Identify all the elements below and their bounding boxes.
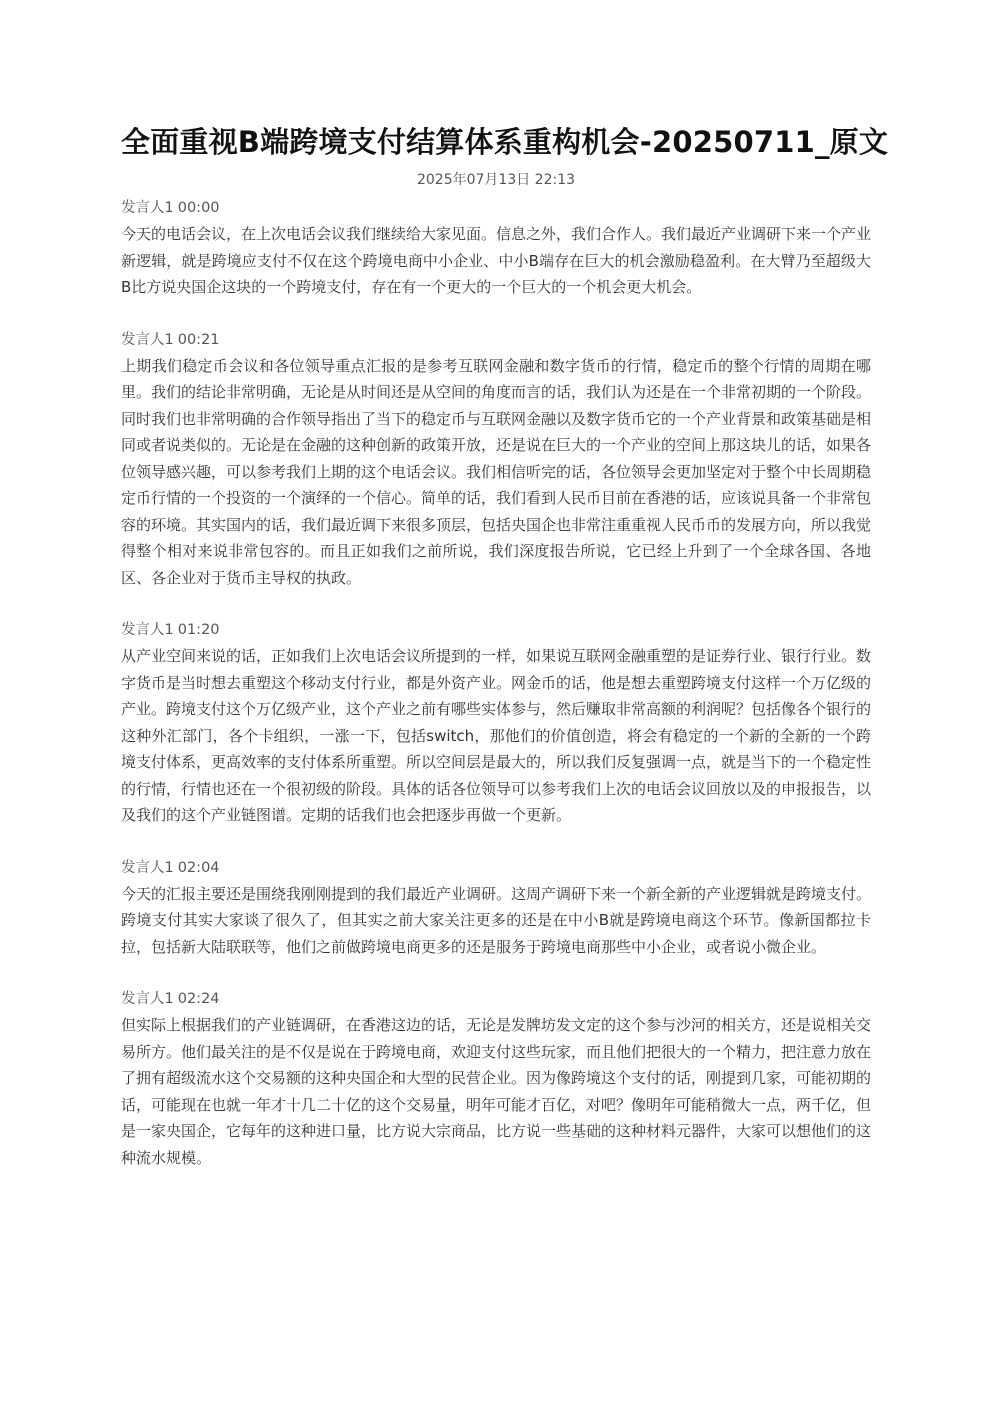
timestamp: 02:04 bbox=[177, 859, 220, 876]
speaker-line bbox=[121, 856, 871, 880]
speaker-name: 发言人1 bbox=[121, 991, 174, 1007]
speaker-line bbox=[121, 987, 871, 1011]
speaker-name: 发言人1 bbox=[121, 200, 174, 216]
segment-text: 但实际上根据我们的产业链调研，在香港这边的话，无论是发牌坊发文定的这个参与沙河的相关方，还是说相关交易所方。他们最关注的是不仅是说在于跨境电商，欢迎支付这些玩家，而且他们把很大的一个精力，把注意力放在了拥有超级流水这个交易额的这种央国企和大型的民营企业。因为像跨境这个支付的话，刚提到几家，可能初期的话，可能现在也就一年才十几二十亿的这个交易量，明年可能才百亿，对吧？像明年可能稍微大一点，两千亿，但是一家央国企，它每年的这种进口量，比方说大宗商品，比方说一些基础的这种材料元器件，大家可以想他们的这种流水规模。 bbox=[121, 1016, 872, 1167]
transcript-segment bbox=[121, 196, 871, 301]
speaker-name: 发言人1 bbox=[121, 331, 174, 348]
timestamp: 02:24 bbox=[177, 991, 220, 1007]
timestamp: 00:00 bbox=[177, 200, 220, 216]
document-title: 全面重视B端跨境支付结算体系重构机会-20250711_原文 bbox=[121, 125, 889, 159]
segment-text: 今天的汇报主要还是围绕我刚刚提到的我们最近产业调研。这周产调研下来一个新全新的产业逻辑就是跨境支付。跨境支付其实大家谈了很久了，但其实之前大家关注更多的还是在中小B就是跨境电商这个环节。像新国都拉卡拉，包括新大陆联联等，他们之前做跨境电商更多的还是服务于跨境电商那些中小企业，或者说小微企业。 bbox=[121, 884, 872, 956]
speaker-line bbox=[121, 196, 871, 220]
transcript-segment bbox=[121, 987, 871, 1171]
speaker-line bbox=[121, 328, 871, 352]
speaker-name: 发言人1 bbox=[121, 622, 174, 638]
segment-text: 今天的电话会议，在上次电话会议我们继续给大家见面。信息之外，我们合作人。我们最近产业调研下来一个产业新逻辑，就是跨境应支付不仅在这个跨境电商中小企业、中小B端存在巨大的机会激励稳盈利。在大臂乃至超级大B比方说央国企这块的一个跨境支付，存在有一个更大的一个巨大的一个机会更大机会。 bbox=[121, 225, 872, 296]
segment-text: 从产业空间来说的话，正如我们上次电话会议所提到的一样，如果说互联网金融重塑的是证券行业、银行行业。数字货币是当时想去重塑这个移动支付行业，都是外资产业。网金币的话，他是想去重塑跨境支付这样一个万亿级的产业。跨境支付这个万亿级产业，这个产业之前有哪些实体参与，然后赚取非常高额的利润呢？包括像各个银行的这种外汇部门，各个卡组织，一涨一下，包括switch，那他们的价值创造，将会有稳定的一个新的全新的一个跨境支付体系，更高效率的支付体系所重塑。所以空间层是最大的，所以我们反复强调一点，就是当下的一个稳定性的行情，行情也还在一个很初级的阶段。具体的话各位领导可以参考我们上次的电话会议回放以及的申报报告，以及我们的这个产业链图谱。定期的话我们也会把逐步再做一个更新。 bbox=[121, 647, 872, 824]
timestamp: 00:21 bbox=[177, 331, 220, 348]
document-date: 2025年07月13日 22:13 bbox=[416, 172, 576, 188]
transcript bbox=[121, 196, 871, 1171]
segment-text: 上期我们稳定币会议和各位领导重点汇报的是参考互联网金融和数字货币的行情，稳定币的整个行情的周期在哪里。我们的结论非常明确，无论是从时间还是从空间的角度而言的话，我们认为还是在一个非常初期的一个阶段。同时我们也非常明确的合作领导指出了当下的稳定币与互联网金融以及数字货币它的一个产业背景和政策基础是相同或者说类似的。无论是在金融的这种创新的政策开放，还是说在巨大的一个产业的空间上那这块儿的话，如果各位领导感兴趣，可以参考我们上期的这个电话会议。我们相信听完的话，各位领导会更加坚定对于整个中长周期稳定币行情的一个投资的一个演绎的一个信心。简单的话，我们看到人民币目前在香港的话，应该说具备一个非常包容的环境。其实国内的话，我们最近调下来很多顶层，包括央国企也非常注重重视人民币币的发展方向，所以我觉得整个相对来说非常包容的。而且正如我们之前所说，我们深度报告所说，它已经上升到了一个全球各国、各地区、各企业对于货币主导权的执政。 bbox=[121, 356, 872, 587]
transcript-segment bbox=[121, 856, 871, 961]
speaker-name: 发言人1 bbox=[121, 859, 174, 876]
transcript-segment bbox=[121, 328, 871, 592]
transcript-segment bbox=[121, 618, 871, 829]
timestamp: 01:20 bbox=[177, 622, 220, 638]
speaker-line bbox=[121, 618, 871, 642]
